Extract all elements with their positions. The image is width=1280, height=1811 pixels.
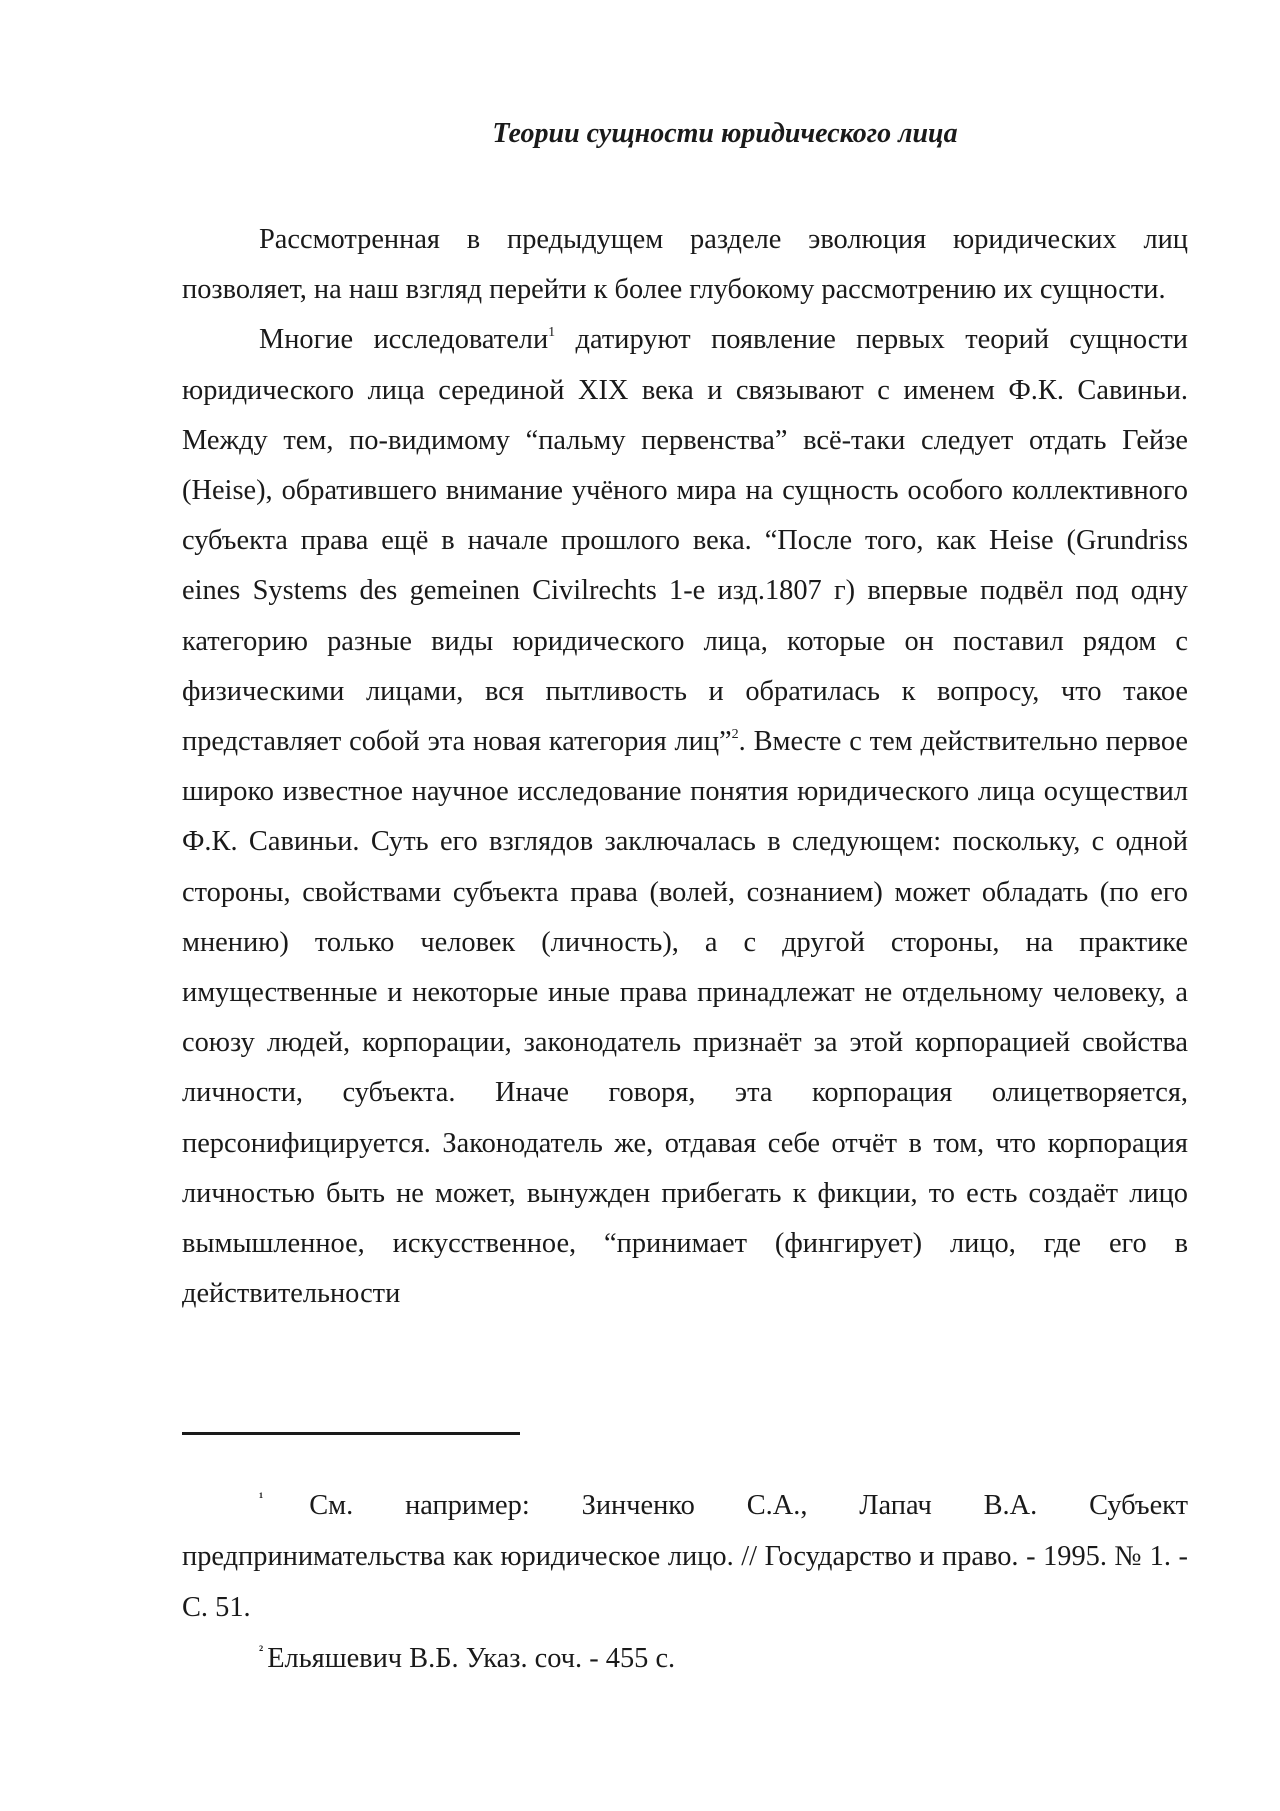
footnote-2-mark: ² — [259, 1644, 264, 1659]
footnotes — [182, 1480, 1188, 1684]
footnote-1 — [182, 1480, 1188, 1633]
paragraph-2-part-c: . Вместе с тем действительно первое широко известное научное исследование понятия юридического лица осуществил Ф.К. Савиньи. Суть его взглядов заключалась в следующем: поскольку, с одной стороны, свойствами субъекта права (волей, сознанием) может обладать (по его мнению) только человек (личность), а с другой стороны, на практике имущественные и некоторые иные права принадлежат не отдельному человеку, а союзу людей, корпорации, законодатель признаёт за этой корпорацией свойства личности, субъекта. Иначе говоря, эта корпорация олицетворяется, персонифицируется. Законодатель же, отдавая себе отчёт в том, что корпорация личностью быть не может, вынужден прибегать к фикции, то есть создаёт лицо вымышленное, искусственное, “принимает (фингирует) лицо, где его в действительности — [182, 726, 1188, 1310]
footnote-1-mark: ¹ — [259, 1491, 264, 1506]
paragraph-2 — [182, 315, 1188, 1319]
paragraph-1: Рассмотренная в предыдущем разделе эволюция юридических лиц позволяет, на наш взгляд перейти к более глубокому рассмотрению их сущности. — [182, 224, 1188, 306]
footnote-1-text: См. например: Зинченко С.А., Лапач В.А. Субъект предпринимательства как юридическое лицо. // Государство и право. - 1995. № 1. - С. 51. — [182, 1490, 1188, 1623]
footnote-2 — [182, 1633, 1188, 1684]
footnote-separator — [182, 1432, 520, 1435]
main-text — [182, 215, 1188, 1319]
footnote-2-text: Ельяшевич В.Б. Указ. соч. - 455 с. — [267, 1643, 676, 1674]
footnote-ref-2[interactable]: 2 — [731, 727, 739, 743]
page-title: Теории сущности юридического лица — [492, 118, 958, 149]
paragraph-2-part-a: Многие исследователи — [259, 324, 549, 356]
footnote-ref-1[interactable]: 1 — [548, 325, 556, 341]
paragraph-2-part-b: датируют появление первых теорий сущности юридического лица серединой XIX века и связывают с именем Ф.К. Савиньи. Между тем, по-видимому “пальму первенства” всё-таки следует отдать Гейзе (Heise), обратившего внимание учёного мира на сущность особого коллективного субъекта права ещё в начале прошлого века. “После того, как Heise (Grundriss eines Systems des gemeinen Civilrechts 1-е изд.1807 г) впервые подвёл под одну категорию разные виды юридического лица, которые он поставил рядом с физическими лицами, вся пытливость и обратилась к вопросу, что такое представляет собой эта новая категория лиц” — [182, 324, 1188, 758]
